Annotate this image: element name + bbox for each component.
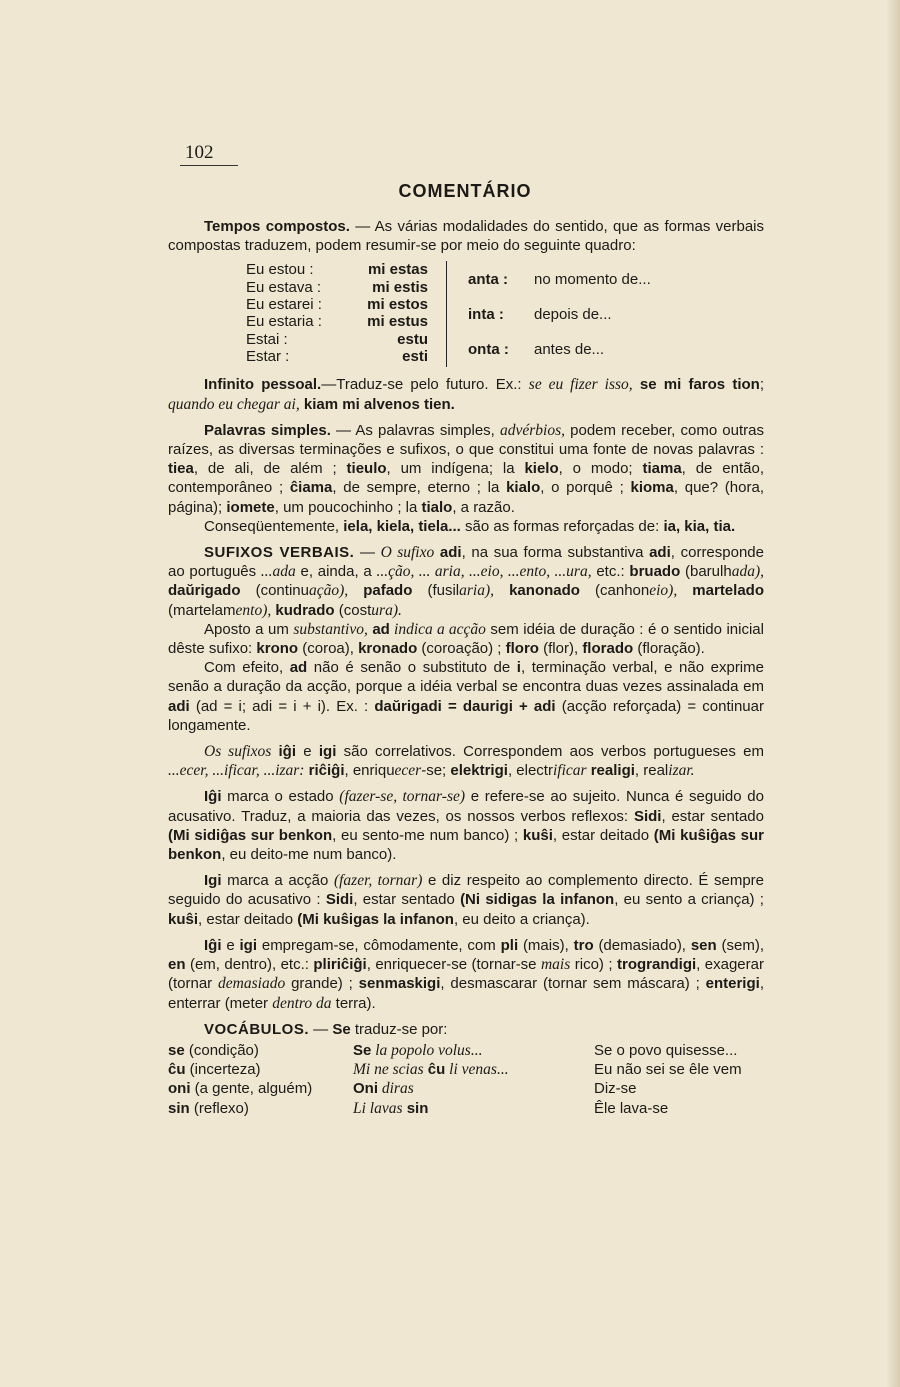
bold-text: kioma [630,479,674,497]
italic-text: mais [540,956,571,974]
italic-text: aria), [459,582,495,600]
page-number: 102 [185,142,214,163]
paragraph-igi-empregam [168,936,764,1013]
italic-text: ura). [371,601,402,619]
text: , electr [507,762,553,780]
heading-vocabulos: VOCÁBULOS. [204,1020,310,1038]
bold-text: Se [353,1041,372,1059]
text: (mais), [518,936,574,954]
table-meaning: depois de... [534,306,612,324]
bold-text: iomete [226,498,275,516]
text: , eu sento-me num banco) ; [332,826,523,844]
text: , estar sentado [661,807,764,825]
table-cell: estu [397,330,428,348]
text: , enterrar (meter [168,975,764,1012]
text: —Traduz-se pelo futuro. Ex.: [321,376,529,394]
table-cell: Estar : [246,347,290,365]
text: (a gente, alguém) [190,1080,313,1098]
italic-text: se eu fizer isso, [528,376,633,394]
text: , o porquê ; [540,479,631,497]
vocab-example [353,1060,509,1079]
text: (coroação) ; [417,640,506,658]
bold-text: Oni [353,1080,378,1098]
italic-text: (fazer-se, tornar-se) [339,788,466,806]
italic-text: ...ecer, ...ificar, ...izar: [168,762,305,780]
text: (flor), [538,640,583,658]
table-col-esperanto [364,261,428,365]
text: , que? (hora, página); [168,479,764,516]
bold-text: kuŝi [522,826,553,844]
bold-text: iĝi [271,743,296,761]
italic-text: la popolo volus... [371,1041,483,1059]
italic-text: Mi ne scias [353,1061,424,1079]
heading-infinito: Infinito pessoal. [204,376,322,394]
text: , real [634,762,669,780]
table-meaning: no momento de... [534,271,651,289]
heading-sufixos: SUFIXOS VERBAIS. [204,544,355,562]
table-meaning: antes de... [534,341,605,359]
text: empregam-se, cômodamente, com [257,936,501,954]
bold-text: krono [256,640,299,658]
bold-text: Iĝi [204,936,222,954]
paragraph-sufixos [168,543,764,620]
text: (cost [334,601,372,619]
vocabulary-table [168,1041,764,1123]
vocab-translation: Diz-se [594,1080,637,1098]
table-cell: mi estis [372,278,428,296]
vocab-col-word [168,1041,312,1118]
text: grande) ; [285,975,359,993]
text: e refere-se ao sujeito. Nunca é seguido do acusativo. Traduz, a maioria das vezes, os nossos verbos reflexos: [168,788,764,825]
bold-text: pli [500,936,519,954]
italic-text: Os sufixos [204,743,272,761]
bold-text: martelado [677,582,764,600]
page-body [168,217,764,1123]
text: , um indígena; la [386,460,525,478]
bold-text: tiea [168,460,194,478]
text: (continu [240,582,309,600]
text: , eu deito a criança). [453,910,590,928]
text: e diz respeito ao complemento directo. É sempre seguido do acusativo : [168,872,764,909]
heading-palavras: Palavras simples. [204,421,331,439]
text: , enriqu [344,762,395,780]
bold-text: tiama [642,460,682,478]
text: (fusil [412,582,460,600]
italic-text: (fazer, tornar) [333,872,423,890]
italic-text: ação), [308,582,349,600]
text: (sem), [716,936,764,954]
bold-text: Sidi [633,807,662,825]
table-cell: Eu estava : [246,278,322,296]
text: e [221,936,240,954]
bold-text: iela, kiela, tiela... [343,517,461,535]
bold-text: Igi [204,872,222,890]
text: são correlativos. Correspondem aos verbos portugueses em [336,743,764,761]
paragraph-palavras [168,421,764,517]
text: (condição) [184,1041,259,1059]
bold-text: kiam mi alvenos tien. [299,395,455,413]
text: (ad = i; adi = i + i). Ex. : [189,697,375,715]
vocab-example [353,1079,509,1098]
table-cell: Estai : [246,330,288,348]
table-cell: mi estus [367,313,428,331]
bold-text: kuŝi [168,910,199,928]
text: Aposto a um [204,620,294,638]
text: (demasiado), [593,936,691,954]
text: — [309,1020,333,1038]
italic-text: li venas... [445,1061,509,1079]
bold-text: adi [649,544,671,562]
italic-text: quando eu chegar ai, [168,395,300,413]
text: , estar deitado [198,910,298,928]
italic-text: demasiado [218,975,286,993]
table-cell: Eu estarei : [246,296,322,313]
text: (incerteza) [185,1061,261,1079]
bold-text: sen [690,936,717,954]
bold-text: kronado [358,640,418,658]
bold-text: florado [582,640,634,658]
bold-text: riĉiĝi [304,762,345,780]
bold-text: adi [168,697,190,715]
bold-text: realigi [586,762,635,780]
bold-text: senmaskigi [358,975,441,993]
text: — As palavras simples, [330,421,500,439]
bold-text: daŭrigadi = daurigi + adi [374,697,556,715]
table-cell: Eu estou : [246,261,314,279]
bold-text: ĉu [168,1061,186,1079]
bold-text: enterigi [705,975,760,993]
paragraph-tempos [168,217,764,255]
text: traduz-se por: [350,1020,448,1038]
italic-text: ada), [731,563,764,581]
text: , estar sentado [353,891,461,909]
text: (barulh [680,563,732,581]
text: , de ali, de além ; [193,460,347,478]
bold-text: (Mi kuŝigas la infanon [297,910,454,928]
bold-text: ia, kia, tia. [663,517,736,535]
vocab-col-translation [594,1041,742,1118]
paragraph-correlativos [168,742,764,780]
text: não é senão o substituto de [307,659,517,677]
text: , o modo; [558,460,643,478]
text: , de então, contemporâneo ; [168,460,764,497]
vocab-example [353,1099,509,1118]
bold-text: ĉu [423,1061,446,1079]
italic-text: ...ada [260,563,296,581]
vocab-translation: Se o povo quisesse... [594,1041,738,1059]
table-brace [446,261,447,367]
bold-text: i [516,659,521,677]
italic-text: indica a acção [389,620,486,638]
text: sem idéia de duração : é o sentido inicial dêste sufixo: [168,620,764,658]
text: etc.: [591,563,630,581]
italic-text: ...ção, ... aria, ...eio, ...ento, ...ura, [376,563,592,581]
bold-text: kudrado [271,601,335,619]
text: Com efeito, [204,659,290,677]
bold-text: sin [168,1099,190,1117]
page-number-rule [180,165,238,166]
vocab-word [168,1060,312,1079]
text: , na sua forma substantiva [461,544,650,562]
text: — As várias modalidades do sentido, que as formas verbais compostas traduzem, podem resumir-se por meio do seguinte quadro: [168,218,764,255]
bold-text: kielo [524,460,559,478]
vocab-translation: Eu não sei se êle vem [594,1061,742,1079]
table-cell: mi estas [367,261,428,279]
text: , enriquecer-se (tornar-se [366,956,541,974]
italic-text: eio), [649,582,678,600]
text: Conseqüentemente, [204,517,344,535]
text: (floração). [633,640,705,658]
italic-text: diras [378,1080,414,1098]
bold-text: sin [402,1099,429,1117]
text: terra). [331,994,376,1012]
bold-text: adi [434,544,462,562]
bold-text: (Mi kuŝiĝas sur benkon [168,826,765,864]
italic-text: ecer [394,762,422,780]
text: rico) ; [570,956,617,974]
bold-text: elektrigi [450,762,508,780]
text: , eu sento a criança) ; [614,891,764,909]
vocab-word [168,1041,312,1060]
text: (canhon [579,582,650,600]
text: , corresponde ao português [168,544,764,581]
italic-text: ento), [235,601,272,619]
text: (coroa), [298,640,359,658]
heading-tempos: Tempos compostos. [204,218,350,235]
italic-text: izar. [668,762,695,780]
paragraph-consequentemente [168,517,764,536]
bold-text: ad [289,659,308,677]
table-cell: mi estos [367,296,428,313]
bold-text: kialo [506,479,541,497]
bold-text: pliriĉiĝi [313,956,367,974]
bold-text: kanonado [494,582,580,600]
paragraph-vocabulos [168,1020,764,1039]
text: marca a acção [221,872,334,890]
vocab-example [353,1041,509,1060]
bold-text: se [168,1041,185,1059]
bold-text: (Mi sidiĝas sur benkon [168,826,333,844]
text: ; [759,376,765,394]
vocab-word [168,1079,312,1098]
bold-text: (Ni sidigas la infanon [460,891,615,909]
text: e, ainda, a [295,563,377,581]
text: , desmascarar (tornar sem máscara) ; [440,975,706,993]
page-title: COMENTÁRIO [398,181,532,201]
italic-text: O sufixo [380,544,435,562]
bold-text: ad [367,620,390,638]
italic-text: ificar [552,762,587,780]
text: — [354,544,381,562]
paragraph-igi-accao [168,871,764,929]
text: podem receber, como outras raízes, as diversas terminações e sufixos, o que constitui uma fonte de novas palavras : [168,421,764,459]
text: , exagerar (tornar [168,956,764,993]
bold-text: Se [332,1020,351,1038]
paragraph-igi-estado [168,787,764,864]
bold-text: tieulo [346,460,387,478]
table-cell: esti [402,347,428,365]
bold-text: igi [318,743,337,761]
italic-text: Li lavas [353,1099,403,1117]
vocab-col-example [353,1041,509,1118]
bold-text: en [168,956,186,974]
table-cell: Eu estaria : [246,313,322,331]
bold-text: tialo [421,498,453,516]
bold-text: pafado [348,582,413,600]
text: , um poucochinho ; la [274,498,422,516]
text: são as formas reforçadas de: [460,517,664,535]
bold-text: Iĝi [204,788,222,806]
paragraph-aposto [168,620,764,658]
text: (martelam [168,601,236,619]
bold-text: daŭrigado [168,582,241,600]
text: marca o estado [221,788,340,806]
page-edge [886,0,900,1387]
text: (reflexo) [189,1099,249,1117]
text: -se; [421,762,451,780]
paragraph-com-efeito [168,658,764,735]
italic-text: substantivo, [293,620,368,638]
bold-text: tro [573,936,594,954]
bold-text: oni [168,1080,191,1098]
table-suffix: anta : [468,271,509,289]
bold-text: se mi faros tion [632,376,760,394]
text: , de sempre, eterno ; la [332,479,507,497]
bold-text: ĉiama [289,479,333,497]
text: (em, dentro), etc.: [185,956,314,974]
text: , estar deitado [552,826,654,844]
bold-text: igi [239,936,258,954]
table-col-portuguese [246,261,322,365]
table-suffix: inta : [468,306,504,324]
italic-text: dentro da [272,994,332,1012]
text: , terminação verbal, e não exprime senão a duração da acção, porque a idéia verbal se encontra duas vezes assinalada em [168,659,764,696]
text: e [296,743,319,761]
paragraph-infinito [168,375,764,413]
vocab-word [168,1099,312,1118]
italic-text: advérbios, [499,421,565,439]
bold-text: bruado [629,563,681,581]
text: (acção reforçada) = continuar longamente. [168,697,764,734]
conjugation-table [168,261,764,369]
table-suffix: onta : [468,341,509,359]
bold-text: floro [505,640,539,658]
text: , eu deito-me num banco). [221,846,397,864]
bold-text: Sidi [325,891,354,909]
bold-text: trograndigi [616,956,697,974]
text: , a razão. [452,498,515,516]
vocab-translation: Êle lava-se [594,1099,669,1117]
